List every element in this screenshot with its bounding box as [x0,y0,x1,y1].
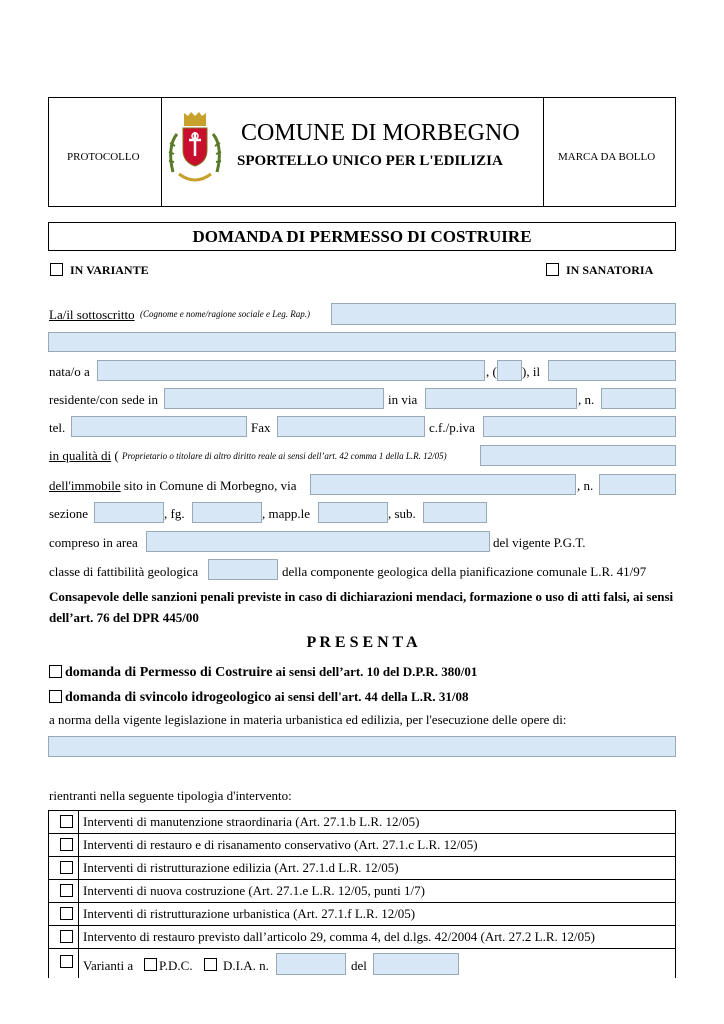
intervento-label-4: Interventi di nuova costruzione (Art. 27.1.e L.R. 12/05, punti 1/7) [83,883,425,898]
fg-label: , fg. [164,506,185,521]
intervento-row-1[interactable] [48,810,676,833]
intervento-checkbox-1[interactable] [60,815,73,828]
cf-input[interactable] [483,416,676,437]
immobile-rest: sito in Comune di Morbegno, via [120,478,297,493]
sottoscritto-note: (Cognome e nome/ragione sociale e Leg. Rap.) [140,309,310,319]
intervento-row-5[interactable] [48,902,676,925]
dia-numero-input[interactable] [276,953,346,975]
permesso-costruire-checkbox[interactable] [49,665,62,678]
compreso-label: compreso in area [49,535,138,550]
permesso-costruire-strong: domanda di Permesso di Costruire [65,665,273,680]
dia-data-input[interactable] [373,953,459,975]
foglio-input[interactable] [192,502,262,523]
tel-input[interactable] [71,416,247,437]
via-input[interactable] [425,388,577,409]
immobile-numero-label: , n. [577,478,594,493]
varianti-dia-checkbox[interactable] [204,958,217,971]
varianti-dia-label: D.I.A. n. [223,958,269,973]
intervento-row-6[interactable] [48,925,676,948]
sezione-input[interactable] [94,502,164,523]
intervento-checkbox-6[interactable] [60,930,73,943]
nato-luogo-input[interactable] [97,360,485,381]
intervento-label-5: Interventi di ristrutturazione urbanistica (Art. 27.1.f L.R. 12/05) [83,906,416,921]
area-input[interactable] [146,531,490,552]
sottoscritto-input-2[interactable] [48,332,676,352]
intervento-row-4[interactable] [48,879,676,902]
permesso-costruire-rest: ai sensi dell’art. 10 del D.P.R. 380/01 [272,664,478,679]
marca-bollo-label: MARCA DA BOLLO [558,151,656,163]
varianti-label: Varianti a [83,958,134,973]
sub-label: , sub. [388,506,416,521]
sezione-label: sezione [49,506,88,521]
intervento-label-1: Interventi di manutenzione straordinaria (Art. 27.1.b L.R. 12/05) [83,814,420,829]
paren-open: , ( [486,364,497,379]
comune-title: COMUNE DI MORBEGNO [241,120,520,146]
qualita-note: Proprietario o titolare di altro diritto reale ai sensi dell’art. 42 comma 1 della L.R. 12/05) [122,451,447,461]
residente-input[interactable] [164,388,384,409]
intervento-row-2[interactable] [48,833,676,856]
in-via-label: in via [388,392,418,407]
opere-input[interactable] [48,736,676,757]
intervento-label-2: Interventi di restauro e di risanamento conservativo (Art. 27.1.c L.R. 12/05) [83,837,478,852]
immobile-numero-input[interactable] [599,474,676,495]
intervento-checkbox-4[interactable] [60,884,73,897]
classe-input[interactable] [208,559,278,580]
svincolo-idrogeologico-checkbox[interactable] [49,690,62,703]
paren-close: ), il [522,364,541,379]
numero-input[interactable] [601,388,676,409]
fax-label: Fax [251,420,271,435]
subalterno-input[interactable] [423,502,487,523]
varianti-pdc-checkbox[interactable] [144,958,157,971]
residente-label: residente/con sede in [49,392,159,407]
in-sanatoria-label: IN SANATORIA [566,263,654,277]
svincolo-strong: domanda di svincolo idrogeologico [65,690,272,705]
data-nascita-input[interactable] [548,360,676,381]
in-sanatoria-checkbox[interactable] [546,263,559,276]
sottoscritto-label: La/il sottoscritto [49,307,135,322]
pgt-label: del vigente P.G.T. [493,535,586,550]
classe-label: classe di fattibilità geologica [49,564,199,579]
mappale-input[interactable] [318,502,388,523]
intervento-checkbox-2[interactable] [60,838,73,851]
mappale-label: , mapp.le [262,506,311,521]
intervento-row-3[interactable] [48,856,676,879]
sottoscritto-input[interactable] [331,303,676,325]
nato-label: nata/o a [49,364,90,379]
presenta-heading: P R E S E N T A [306,634,418,651]
protocollo-label: PROTOCOLLO [67,151,140,163]
intervento-label-3: Interventi di ristrutturazione edilizia (Art. 27.1.d L.R. 12/05) [83,860,399,875]
rientranti-text: rientranti nella seguente tipologia d'intervento: [49,788,292,803]
intervento-checkbox-3[interactable] [60,861,73,874]
varianti-row [48,948,676,978]
cf-label: c.f./p.iva [429,420,475,435]
qualita-label: in qualità di [49,448,112,463]
immobile-via-input[interactable] [310,474,576,495]
page-title: DOMANDA DI PERMESSO DI COSTRUIRE [192,227,532,246]
varianti-del-label: del [351,958,367,973]
fax-input[interactable] [277,416,425,437]
intervento-label-6: Intervento di restauro previsto dall’articolo 29, comma 4, del d.lgs. 42/2004 (Art. 27.2 L.R. 12/05) [83,929,595,944]
in-variante-checkbox[interactable] [50,263,63,276]
svincolo-idrogeologico-label [65,688,468,706]
immobile-label-group [49,478,297,494]
varianti-pdc-label: P.D.C. [159,958,193,973]
norma-text: a norma della vigente legislazione in materia urbanistica ed edilizia, per l'esecuzione delle opere di: [49,712,567,727]
sportello-subtitle: SPORTELLO UNICO PER L'EDILIZIA [237,153,503,169]
numero-label: , n. [578,392,595,407]
header-box [48,97,676,207]
svincolo-rest: ai sensi dell'art. 44 della L.R. 31/08 [271,689,469,704]
consapevole-text: Consapevole delle sanzioni penali previste in caso di dichiarazioni mendaci, formazione o uso di atti falsi, ai sensi dell’art. 76 del DPR 445/00 [49,589,674,625]
tel-label: tel. [49,420,66,435]
provincia-input[interactable] [497,360,522,381]
qualita-label-group [49,448,119,464]
coat-of-arms-icon [167,112,223,190]
in-variante-label: IN VARIANTE [70,263,149,277]
classe-rest: della componente geologica della pianificazione comunale L.R. 41/97 [282,564,647,579]
permesso-costruire-label [65,663,477,681]
intervento-checkbox-5[interactable] [60,907,73,920]
varianti-checkbox[interactable] [60,955,73,968]
qualita-input[interactable] [480,445,676,466]
title-box [48,222,676,251]
immobile-label: dell'immobile [49,478,121,493]
qualita-paren: ( [111,448,119,463]
